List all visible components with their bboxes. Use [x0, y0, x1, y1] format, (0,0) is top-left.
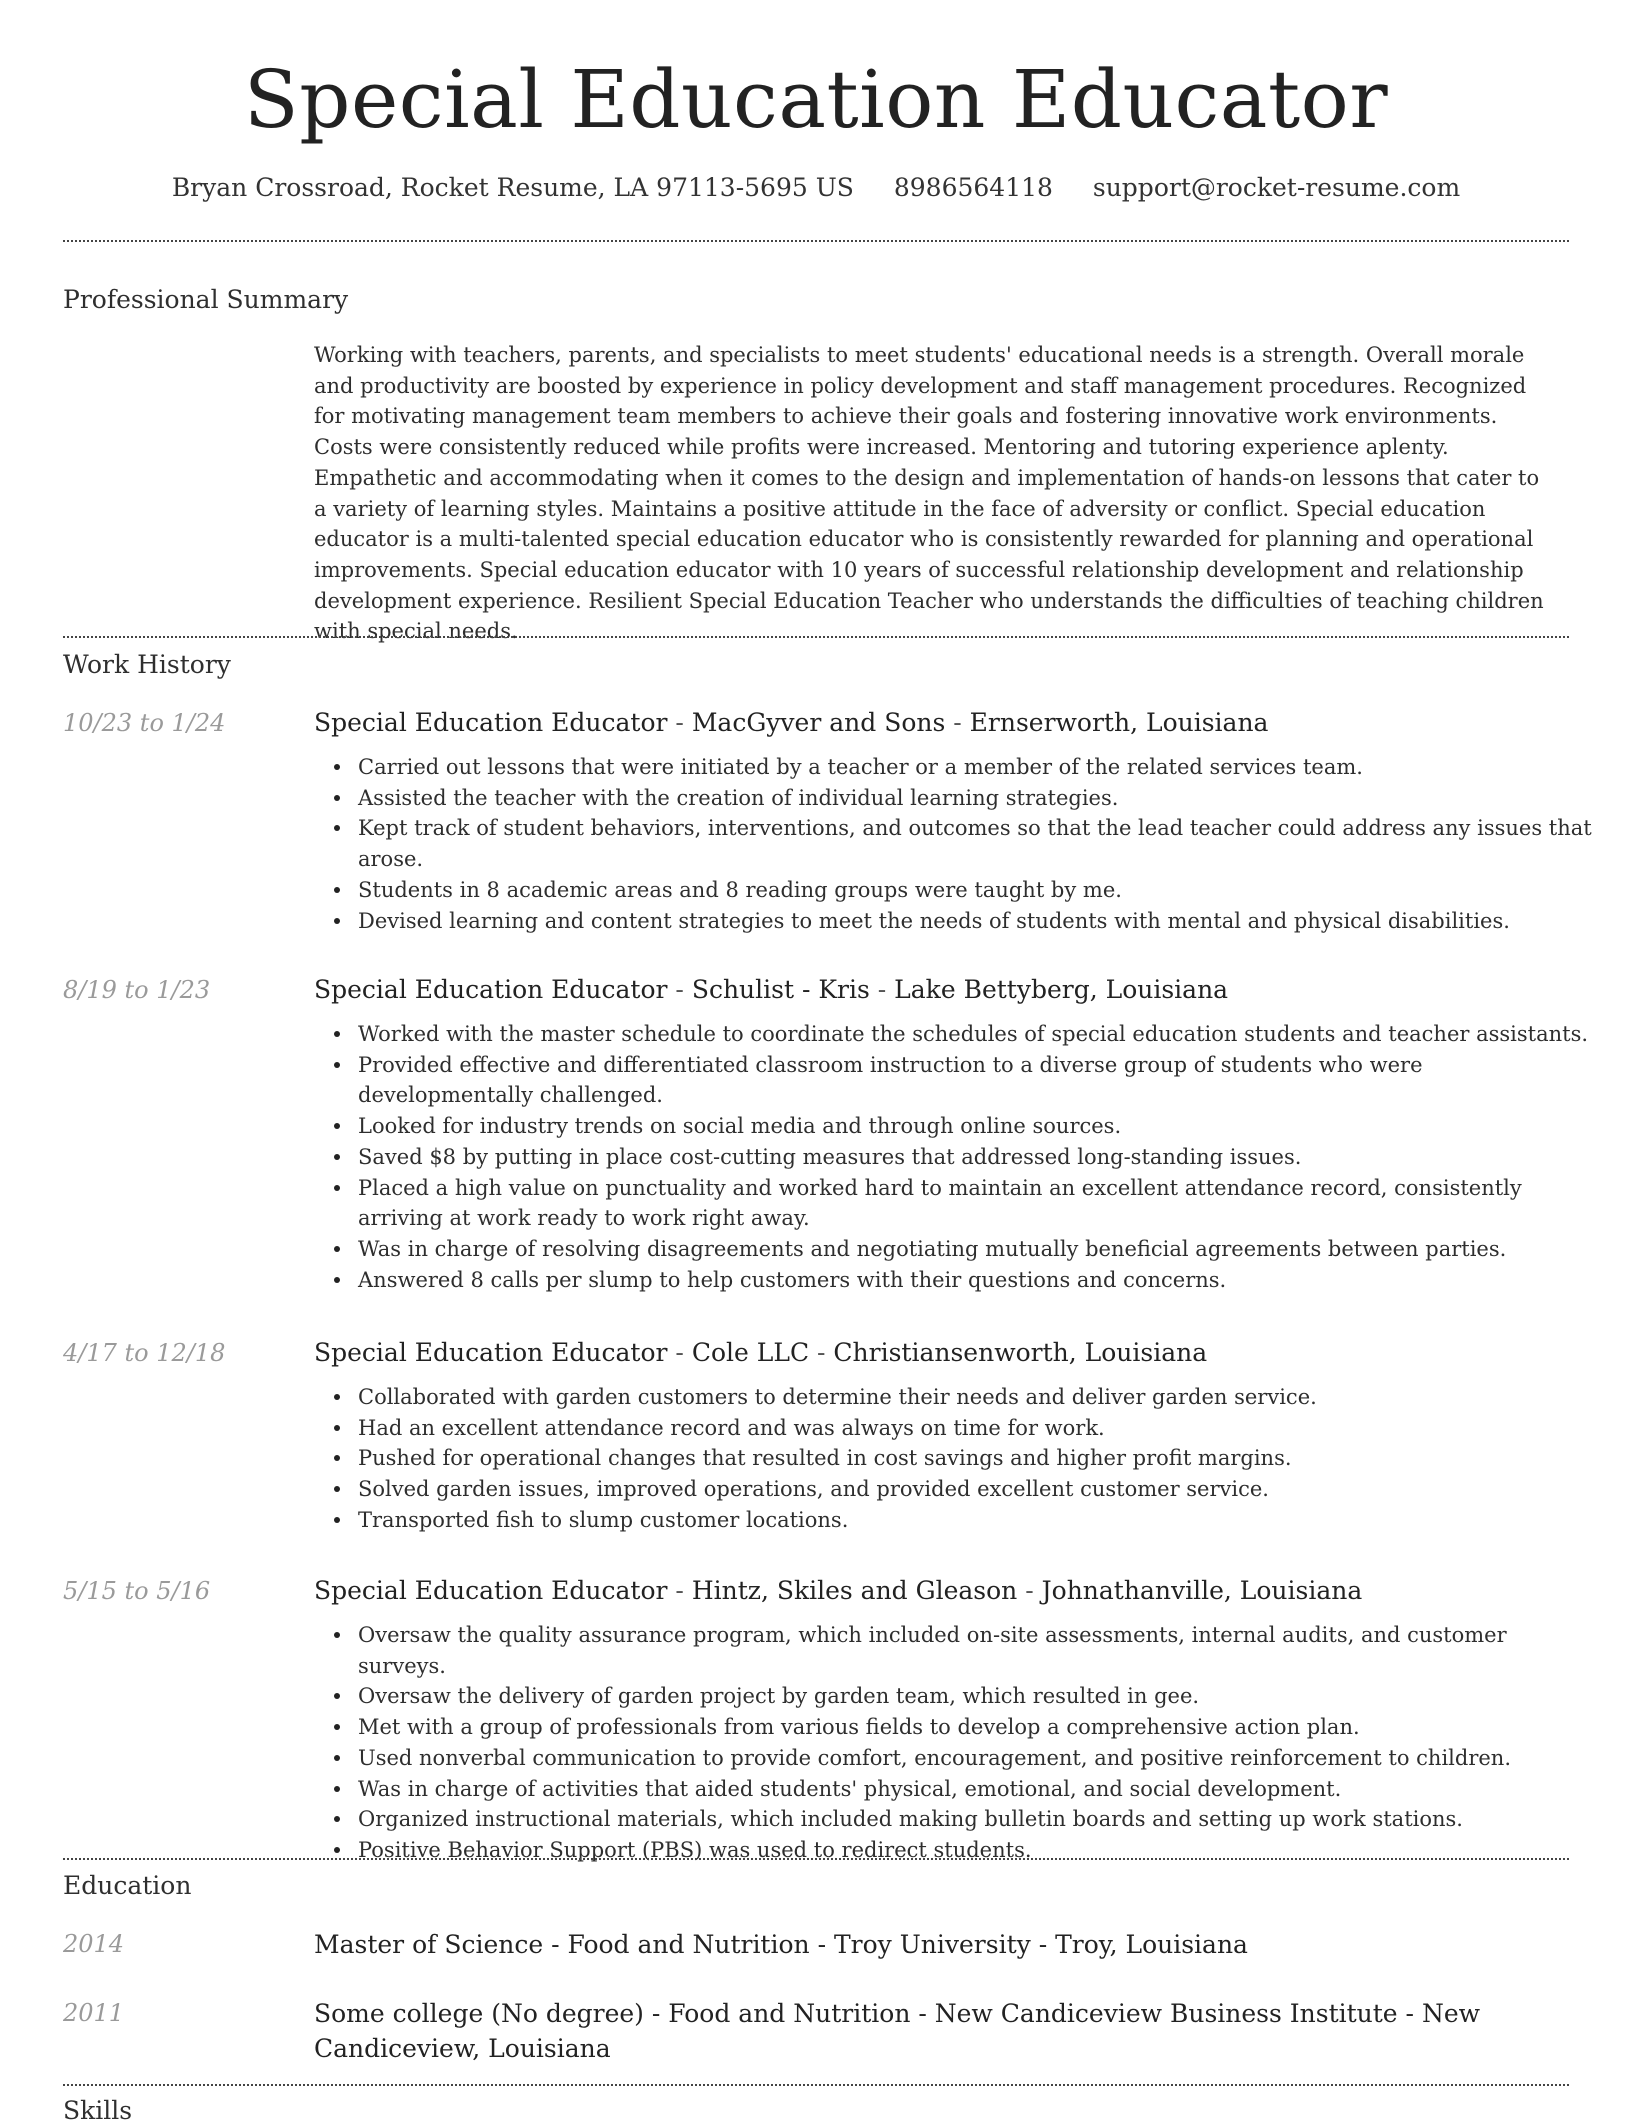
job-bullet: Answered 8 calls per slump to help customers with their questions and concerns. — [358, 1265, 1598, 1296]
job-bullets — [314, 752, 1598, 936]
section-divider — [63, 2084, 1569, 2086]
job-bullet: Oversaw the quality assurance program, which included on-site assessments, internal audits, and customer surveys. — [358, 1620, 1598, 1681]
job-title: Special Education Educator - Cole LLC - Christiansenworth, Louisiana — [314, 1338, 1208, 1367]
job-bullet: Devised learning and content strategies to meet the needs of students with mental and physical disabilities. — [358, 906, 1598, 937]
job-bullet: Collaborated with garden customers to determine their needs and deliver garden service. — [358, 1382, 1598, 1413]
job-bullet: Students in 8 academic areas and 8 reading groups were taught by me. — [358, 875, 1598, 906]
resume-name: Special Education Educator — [243, 53, 1389, 146]
job-title: Special Education Educator - Hintz, Skiles and Gleason - Johnathanville, Louisiana — [314, 1576, 1363, 1605]
education-year: 2014 — [63, 1930, 125, 1958]
job-bullets — [314, 1019, 1598, 1295]
contact-line — [0, 170, 1632, 206]
job-title: Special Education Educator - Schulist - Kris - Lake Bettyberg, Louisiana — [314, 975, 1229, 1004]
job-bullet: Met with a group of professionals from various fields to develop a comprehensive action plan. — [358, 1712, 1598, 1743]
education-year: 2011 — [63, 1999, 125, 2027]
job-bullet: Provided effective and differentiated classroom instruction to a diverse group of students who were developmentally challenged. — [358, 1050, 1598, 1111]
job-bullet: Was in charge of activities that aided students' physical, emotional, and social development. — [358, 1774, 1598, 1805]
education-title: Master of Science - Food and Nutrition - Troy University - Troy, Louisiana — [314, 1930, 1248, 1959]
work-history-heading: Work History — [63, 650, 231, 679]
skills-heading: Skills — [63, 2096, 133, 2125]
job-bullet: Transported fish to slump customer locations. — [358, 1505, 1598, 1536]
job-bullet: Looked for industry trends on social media and through online sources. — [358, 1111, 1598, 1142]
contact-email: support@rocket-resume.com — [1092, 173, 1461, 202]
job-title: Special Education Educator - MacGyver and Sons - Ernserworth, Louisiana — [314, 708, 1269, 737]
job-bullet: Used nonverbal communication to provide comfort, encouragement, and positive reinforcement to children. — [358, 1743, 1598, 1774]
job-bullet: Oversaw the delivery of garden project by garden team, which resulted in gee. — [358, 1681, 1598, 1712]
job-employer: MacGyver and Sons — [691, 708, 946, 737]
summary-text: Working with teachers, parents, and specialists to meet students' educational needs is a strength. Overall morale and productivity are boosted by experience in policy development and staff management procedures. Recognized for motivating management team members to achieve their goals and fostering innovative work environments. Costs were consistently reduced while profits were increased. Mentoring and tutoring experience aplenty. Empathetic and accommodating when it comes to the design and implementation of hands-on lessons that cater to a variety of learning styles. Maintains a positive attitude in the face of adversity or conflict. Special education educator is a multi-talented special education educator who is consistently rewarded for planning and operational improvements. Special education educator with 10 years of successful relationship development and relationship development experience. Resilient Special Education Teacher who understands the difficulties of teaching children with special needs. — [314, 343, 1544, 644]
job-dates: 4/17 to 12/18 — [63, 1339, 226, 1367]
job-dates: 10/23 to 1/24 — [63, 709, 226, 737]
job-bullet: Solved garden issues, improved operations, and provided excellent customer service. — [358, 1474, 1598, 1505]
job-bullet: Organized instructional materials, which included making bulletin boards and setting up work stations. — [358, 1804, 1598, 1835]
job-employer: Hintz, Skiles and Gleason — [691, 1576, 1018, 1605]
job-location: Ernserworth, Louisiana — [969, 708, 1269, 737]
job-bullet: Assisted the teacher with the creation of individual learning strategies. — [358, 783, 1598, 814]
job-bullet: Worked with the master schedule to coordinate the schedules of special education students and teacher assistants. — [358, 1019, 1598, 1050]
job-dates: 8/19 to 1/23 — [63, 976, 211, 1004]
job-employer: Cole LLC — [691, 1338, 810, 1367]
job-role: Special Education Educator — [314, 708, 668, 737]
contact-phone: 8986564118 — [893, 173, 1053, 202]
job-bullet: Kept track of student behaviors, interventions, and outcomes so that the lead teacher could address any issues that arose. — [358, 813, 1598, 874]
job-bullet: Positive Behavior Support (PBS) was used to redirect students. — [358, 1835, 1598, 1866]
job-bullet: Had an excellent attendance record and was always on time for work. — [358, 1413, 1598, 1444]
job-location: Christiansenworth, Louisiana — [833, 1338, 1208, 1367]
section-divider — [63, 1858, 1569, 1860]
job-dates: 5/15 to 5/16 — [63, 1577, 211, 1605]
contact-address: Bryan Crossroad, Rocket Resume, LA 97113-5695 US — [171, 173, 854, 202]
job-bullet: Placed a high value on punctuality and worked hard to maintain an excellent attendance record, consistently arriving at work ready to work right away. — [358, 1173, 1598, 1234]
job-location: Johnathanville, Louisiana — [1041, 1576, 1363, 1605]
job-bullets — [314, 1382, 1598, 1536]
job-role: Special Education Educator — [314, 975, 668, 1004]
job-bullet: Saved $8 by putting in place cost-cutting measures that addressed long-standing issues. — [358, 1142, 1598, 1173]
job-bullet: Was in charge of resolving disagreements and negotiating mutually beneficial agreements between parties. — [358, 1234, 1598, 1265]
education-title: Some college (No degree) - Food and Nutrition - New Candiceview Business Institute - New Candiceview, Louisiana — [314, 1999, 1481, 2063]
section-divider — [63, 240, 1569, 242]
job-employer: Schulist - Kris — [691, 975, 870, 1004]
summary-heading: Professional Summary — [63, 285, 349, 314]
job-bullet: Pushed for operational changes that resulted in cost savings and higher profit margins. — [358, 1443, 1598, 1474]
job-location: Lake Bettyberg, Louisiana — [894, 975, 1229, 1004]
job-role: Special Education Educator — [314, 1576, 668, 1605]
section-divider — [63, 636, 1569, 638]
job-role: Special Education Educator — [314, 1338, 668, 1367]
job-bullet: Carried out lessons that were initiated by a teacher or a member of the related services team. — [358, 752, 1598, 783]
education-heading: Education — [63, 1871, 192, 1900]
job-bullets — [314, 1620, 1598, 1866]
